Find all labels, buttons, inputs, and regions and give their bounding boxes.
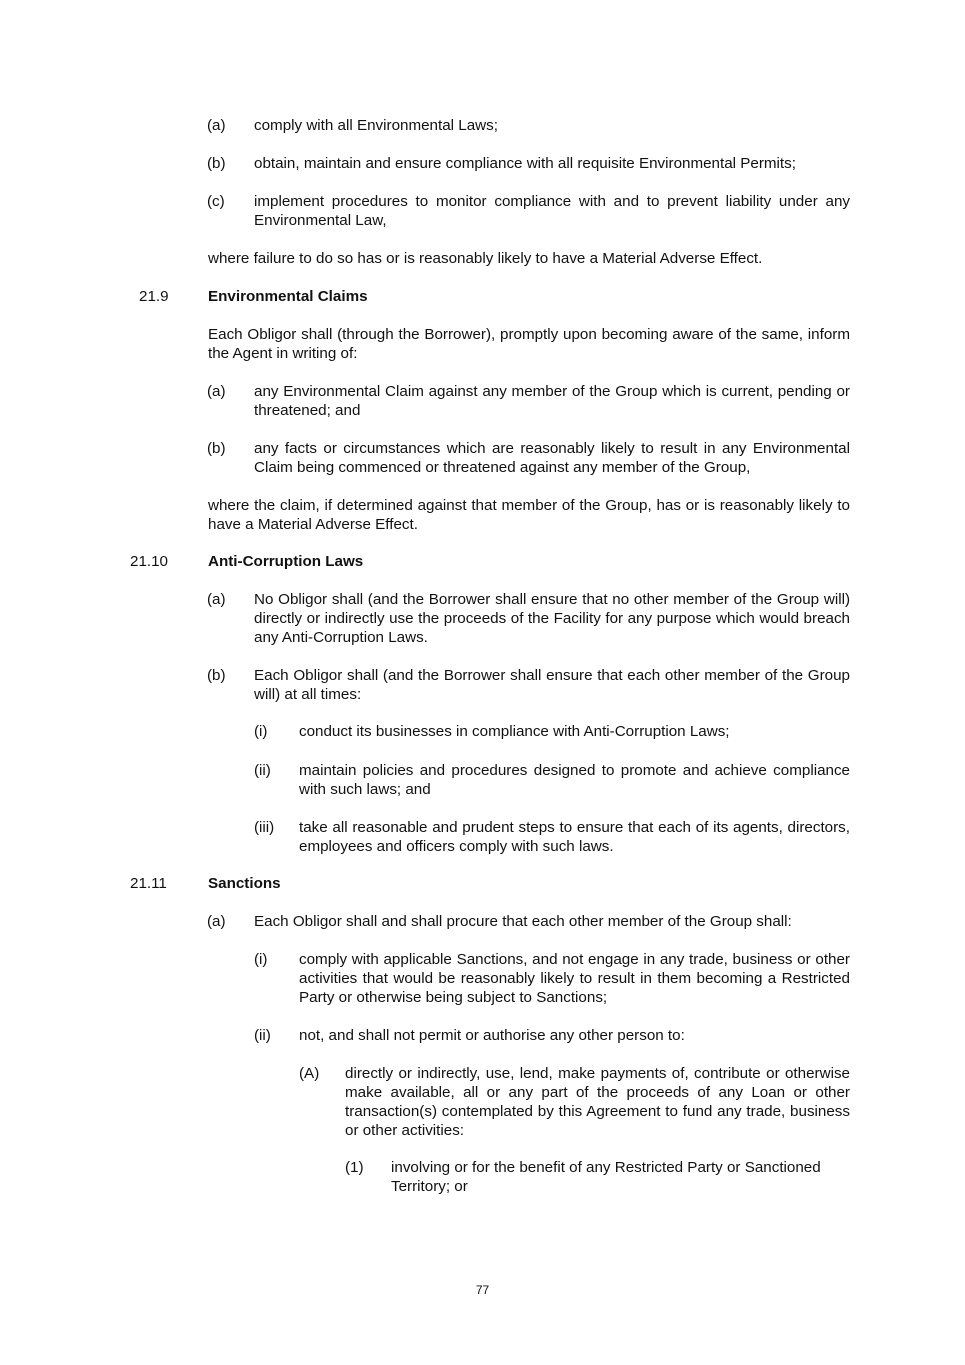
item-text: any Environmental Claim against any member of the Group which is current, pending or threatened; and [254,383,850,419]
item-text: obtain, maintain and ensure compliance with all requisite Environmental Permits; [254,155,796,172]
clause-number: 21.10 [130,553,169,570]
clause-number: 21.11 [130,875,167,892]
item-label: (c) [207,193,225,210]
page-number: 77 [475,1283,490,1297]
item-label: (a) [207,383,226,400]
clause-heading: Anti-Corruption Laws [208,553,364,570]
subitem-text: not, and shall not permit or authorise any other person to: [299,1027,685,1044]
subitem-label: (i) [254,723,268,740]
item-text: No Obligor shall (and the Borrower shall ensure that no other member of the Group will) directly or indirectly use the proceeds of the Facility for any purpose which would breach any Anti-Corruption Laws. [254,591,850,646]
item-label: (a) [207,591,226,608]
paragraph: where the claim, if determined against that member of the Group, has or is reasonably likely to have a Material Adverse Effect. [208,497,850,533]
clause-number: 21.9 [139,288,169,305]
clause-heading: Sanctions [208,875,281,892]
subitem-text: comply with applicable Sanctions, and not engage in any trade, business or other activities that would be reasonably likely to result in them becoming a Restricted Party or otherwise being subject to Sanctions; [299,951,850,1006]
subsubitem-label: (A) [299,1065,320,1082]
item-text: Each Obligor shall and shall procure that each other member of the Group shall: [254,913,792,930]
item-text: Each Obligor shall (and the Borrower shall ensure that each other member of the Group will) at all times: [254,667,850,703]
level4-label: (1) [345,1159,364,1176]
item-label: (b) [207,155,226,172]
item-label: (a) [207,117,226,134]
item-text: any facts or circumstances which are reasonably likely to result in any Environmental Claim being commenced or threatened against any member of the Group, [254,440,850,476]
subitem-label: (ii) [254,762,271,779]
subitem-label: (ii) [254,1027,271,1044]
level4-text: involving or for the benefit of any Restricted Party or Sanctioned Territory; or [391,1159,821,1195]
subitem-text: take all reasonable and prudent steps to ensure that each of its agents, directors, employees and officers comply with such laws. [299,819,850,855]
item-text: comply with all Environmental Laws; [254,117,498,134]
item-label: (b) [207,440,226,457]
subitem-label: (i) [254,951,268,968]
paragraph: where failure to do so has or is reasonably likely to have a Material Adverse Effect. [208,250,763,267]
subitem-label: (iii) [254,819,275,836]
subsubitem-text: directly or indirectly, use, lend, make payments of, contribute or otherwise make available, all or any part of the proceeds of any Loan or other transaction(s) contemplated by this Agreement to fund any trade, business or other activities: [345,1065,850,1139]
clause-heading: Environmental Claims [208,288,368,305]
item-text: implement procedures to monitor compliance with and to prevent liability under any Environmental Law, [254,193,850,229]
item-label: (a) [207,913,226,930]
paragraph: Each Obligor shall (through the Borrower), promptly upon becoming aware of the same, inform the Agent in writing of: [208,326,850,362]
item-label: (b) [207,667,226,684]
subitem-text: maintain policies and procedures designed to promote and achieve compliance with such laws; and [299,762,850,798]
subitem-text: conduct its businesses in compliance with Anti-Corruption Laws; [299,723,730,740]
